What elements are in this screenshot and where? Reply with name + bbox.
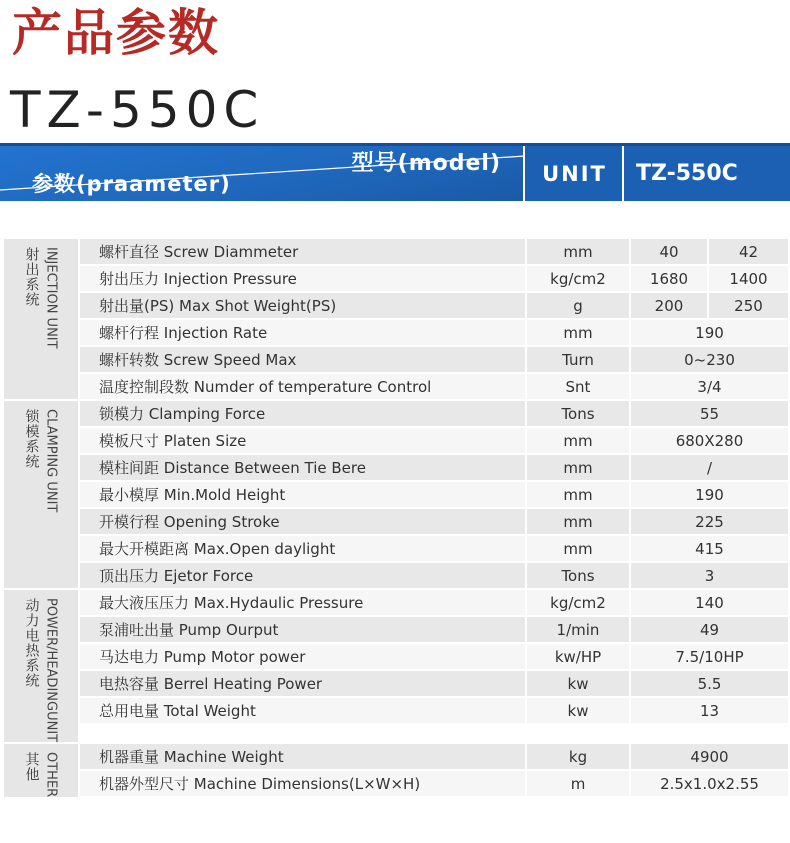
- page-title: 产品参数: [12, 4, 220, 62]
- spec-group: [4, 239, 790, 401]
- param-name: 锁模力 Clamping Force: [80, 401, 527, 426]
- spec-table: [4, 239, 790, 799]
- header-model-label: 型号(model): [351, 151, 501, 176]
- param-value: 1400: [709, 266, 788, 291]
- param-value: 55: [631, 401, 788, 426]
- param-name: 模柱间距 Distance Between Tie Bere: [80, 455, 527, 480]
- group-label: [4, 590, 80, 744]
- param-value: 40: [631, 239, 709, 264]
- param-unit: mm: [527, 320, 631, 345]
- group-rows: [80, 401, 790, 590]
- param-value: 2.5x1.0x2.55: [631, 771, 788, 796]
- param-value: 3: [631, 563, 788, 588]
- param-value: 5.5: [631, 671, 788, 696]
- param-value: 680X280: [631, 428, 788, 453]
- param-value: 200: [631, 293, 709, 318]
- param-value: 7.5/10HP: [631, 644, 788, 669]
- param-value: 3/4: [631, 374, 788, 399]
- param-name: 马达电力 Pump Motor power: [80, 644, 527, 669]
- param-unit: Tons: [527, 563, 631, 588]
- group-label: [4, 401, 80, 590]
- table-row: [80, 644, 790, 671]
- param-value: 190: [631, 482, 788, 507]
- param-unit: mm: [527, 428, 631, 453]
- param-unit: mm: [527, 509, 631, 534]
- param-unit: kw: [527, 671, 631, 696]
- param-value: 13: [631, 698, 788, 723]
- table-row: [80, 239, 790, 266]
- spec-group: [4, 401, 790, 590]
- param-value: 415: [631, 536, 788, 561]
- table-row: [80, 428, 790, 455]
- table-row: [80, 536, 790, 563]
- param-name: 电热容量 Berrel Heating Power: [80, 671, 527, 696]
- group-rows: [80, 590, 790, 744]
- param-name: 总用电量 Total Weight: [80, 698, 527, 723]
- param-name: 泵浦吐出量 Pump Ourput: [80, 617, 527, 642]
- param-unit: mm: [527, 239, 631, 264]
- param-name: 螺杆直径 Screw Diammeter: [80, 239, 527, 264]
- group-label-en: INJECTION UNIT: [43, 247, 59, 349]
- param-name: 射出量(PS) Max Shot Weight(PS): [80, 293, 527, 318]
- table-row: [80, 563, 790, 590]
- model-title: TZ-550C: [10, 81, 265, 139]
- header-model-value: TZ-550C: [636, 161, 738, 186]
- param-name: 最大开模距离 Max.Open daylight: [80, 536, 527, 561]
- param-value: 0~230: [631, 347, 788, 372]
- param-unit: mm: [527, 455, 631, 480]
- param-name: 螺杆转数 Screw Speed Max: [80, 347, 527, 372]
- param-unit: kw/HP: [527, 644, 631, 669]
- param-unit: Turn: [527, 347, 631, 372]
- table-row: [80, 347, 790, 374]
- group-label-cn: 锁模系统: [23, 409, 40, 469]
- table-row: [80, 374, 790, 401]
- param-unit: m: [527, 771, 631, 796]
- group-label-en: OTHER: [43, 752, 59, 798]
- param-unit: Snt: [527, 374, 631, 399]
- param-value: 42: [709, 239, 788, 264]
- table-row: [80, 617, 790, 644]
- param-name: 射出压力 Injection Pressure: [80, 266, 527, 291]
- group-label-en: CLAMPING UNIT: [43, 409, 59, 513]
- param-unit: kg/cm2: [527, 266, 631, 291]
- group-rows: [80, 744, 790, 799]
- param-name: 螺杆行程 Injection Rate: [80, 320, 527, 345]
- header-parameter-label: 参数(praameter): [32, 172, 231, 196]
- table-row: [80, 320, 790, 347]
- table-row: [80, 671, 790, 698]
- table-row: [80, 509, 790, 536]
- param-value: 250: [709, 293, 788, 318]
- group-label-cn: 射出系统: [23, 247, 40, 307]
- param-name: 顶出压力 Ejetor Force: [80, 563, 527, 588]
- table-row: [80, 293, 790, 320]
- header-unit-label: UNIT: [527, 146, 624, 201]
- param-name: 最大液压压力 Max.Hydaulic Pressure: [80, 590, 527, 615]
- param-unit: kg: [527, 744, 631, 769]
- param-value: 140: [631, 590, 788, 615]
- param-unit: mm: [527, 536, 631, 561]
- param-unit: Tons: [527, 401, 631, 426]
- group-label-en: POWER/HEADINGUNIT: [43, 598, 59, 743]
- spec-group: [4, 744, 790, 799]
- header-parameter-cell: [0, 146, 525, 201]
- table-row: [80, 771, 790, 798]
- param-value: 1680: [631, 266, 709, 291]
- param-value: 225: [631, 509, 788, 534]
- param-name: 模板尺寸 Platen Size: [80, 428, 527, 453]
- table-row: [80, 455, 790, 482]
- spec-group: [4, 590, 790, 744]
- param-value: /: [631, 455, 788, 480]
- table-row: [80, 482, 790, 509]
- param-name: 开模行程 Opening Stroke: [80, 509, 527, 534]
- table-row: [80, 401, 790, 428]
- param-name: 机器重量 Machine Weight: [80, 744, 527, 769]
- param-value: 4900: [631, 744, 788, 769]
- group-label: [4, 239, 80, 401]
- param-unit: 1/min: [527, 617, 631, 642]
- param-unit: g: [527, 293, 631, 318]
- param-name: 机器外型尺寸 Machine Dimensions(L×W×H): [80, 771, 527, 796]
- group-label-cn: 其他: [23, 752, 40, 783]
- group-rows: [80, 239, 790, 401]
- param-unit: mm: [527, 482, 631, 507]
- table-row: [80, 744, 790, 771]
- table-header: [0, 143, 790, 201]
- param-name: 最小模厚 Min.Mold Height: [80, 482, 527, 507]
- table-row: [80, 590, 790, 617]
- table-row: [80, 266, 790, 293]
- param-unit: kg/cm2: [527, 590, 631, 615]
- table-row: [80, 698, 790, 725]
- param-name: 温度控制段数 Numder of temperature Control: [80, 374, 527, 399]
- param-value: 190: [631, 320, 788, 345]
- param-unit: kw: [527, 698, 631, 723]
- param-value: 49: [631, 617, 788, 642]
- group-label-cn: 动力电热系统: [23, 598, 40, 688]
- group-label: [4, 744, 80, 799]
